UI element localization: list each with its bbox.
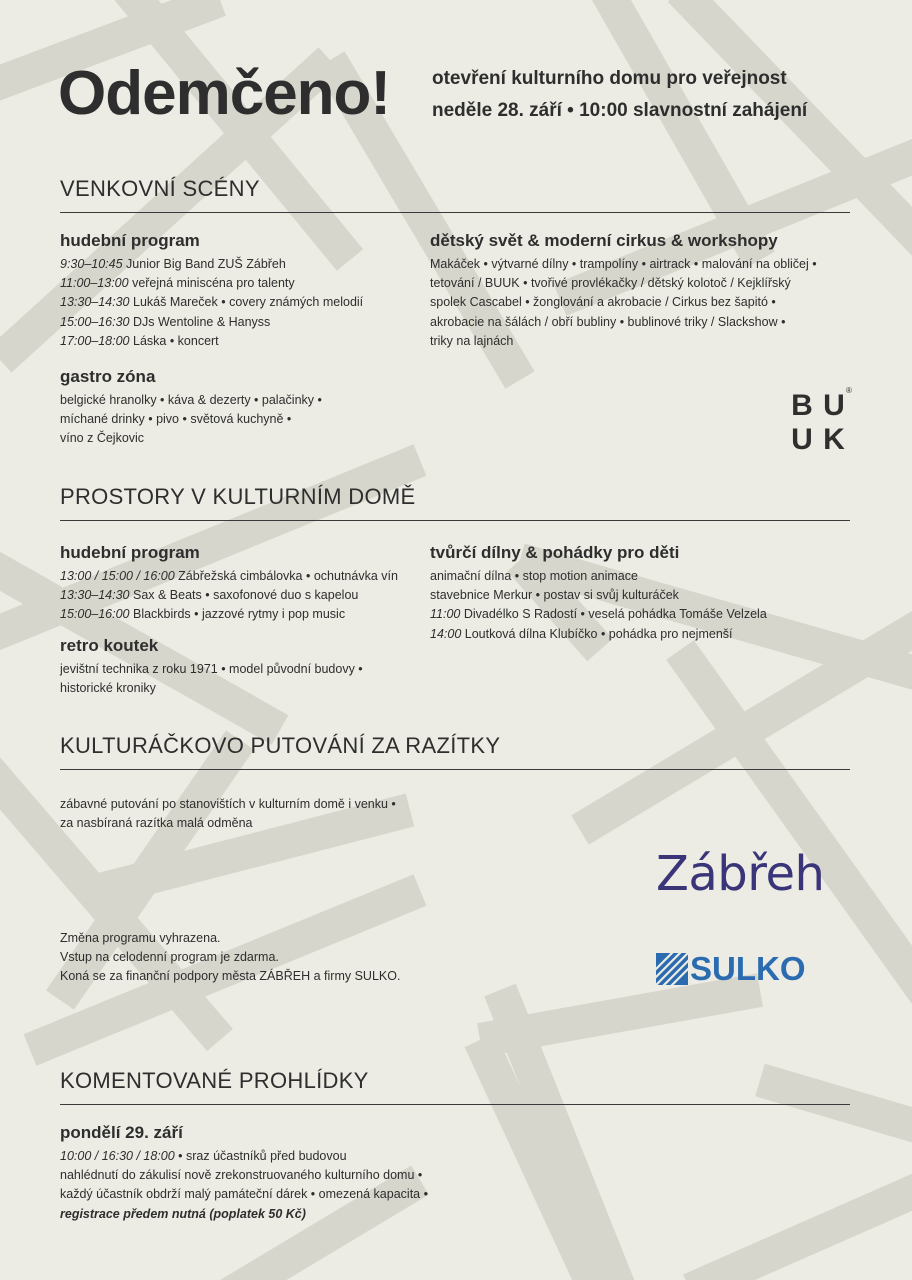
text-line: animační dílna • stop motion animace (430, 569, 638, 583)
program-item: 14:00 Loutková dílna Klubíčko • pohádka pro nejmenší (430, 626, 733, 641)
kids-block (430, 231, 817, 351)
subtitle-opening: otevření kulturního domu pro veřejnost (432, 68, 787, 89)
sulko-stripes-icon (656, 953, 688, 985)
block-title: pondělí 29. září (60, 1123, 183, 1142)
text-line: belgické hranolky • káva & dezerty • palačinky • (60, 393, 322, 407)
section-heading: KOMENTOVANÉ PROHLÍDKY (60, 1068, 850, 1105)
retro-block (60, 636, 363, 698)
section-indoor (60, 484, 850, 521)
text-line: stavebnice Merkur • postav si svůj kulturáček (430, 588, 679, 603)
text-line: zábavné putování po stanovištích v kulturním domě i venku • (60, 797, 396, 811)
tours-block (60, 1123, 428, 1224)
program-item: 11:00 Divadélko S Radostí • veselá pohádka Tomáše Velzela (430, 607, 767, 622)
program-item: 13:30–14:30 Sax & Beats • saxofonové duo s kapelou (60, 588, 359, 603)
text-line: triky na lajnách (430, 333, 514, 348)
text-line: spolek Cascabel • žonglování a akrobacie / Cirkus bez šapitó • (430, 295, 776, 310)
stamps-block (60, 795, 396, 833)
subtitle-date: neděle 28. září • 10:00 slavnostní zahájení (432, 100, 808, 121)
program-item: 9:30–10:45 Junior Big Band ZUŠ Zábřeh (60, 257, 286, 271)
section-heading: KULTURÁČKOVO PUTOVÁNÍ ZA RAZÍTKY (60, 733, 850, 770)
notes-block (60, 929, 400, 987)
page-title: Odemčeno! (58, 59, 391, 128)
program-item: 10:00 / 16:30 / 18:00 • sraz účastníků před budovou (60, 1149, 347, 1163)
program-item: 17:00–18:00 Láska • koncert (60, 333, 219, 348)
program-item: 15:00–16:30 DJs Wentoline & Hanyss (60, 314, 271, 329)
outdoor-music-block (60, 231, 363, 351)
buuk-logo: B U U K ® (791, 386, 852, 456)
program-item: 11:00–13:00 veřejná miniscéna pro talenty (60, 276, 295, 291)
zabreh-logo: Zábřeh (656, 846, 825, 902)
block-title: tvůrčí dílny & pohádky pro děti (430, 543, 680, 562)
block-title: hudební program (60, 543, 200, 562)
sulko-logo: SULKO (656, 950, 806, 984)
section-tours (60, 1068, 850, 1105)
text-line: Koná se za finanční podpory města ZÁBŘEH a firmy SULKO. (60, 969, 401, 984)
workshops-block (430, 543, 767, 644)
section-outdoor (60, 176, 850, 213)
program-item: 13:30–14:30 Lukáš Mareček • covery známých melodií (60, 295, 364, 310)
program-item: 15:00–16:00 Blackbirds • jazzové rytmy i pop music (60, 607, 346, 622)
indoor-music-block (60, 543, 398, 625)
block-title: hudební program (60, 231, 200, 250)
registration-note: registrace předem nutná (poplatek 50 Kč) (60, 1206, 306, 1221)
block-title: gastro zóna (60, 367, 156, 386)
text-line: za nasbíraná razítka malá odměna (60, 816, 253, 831)
text-line: Makáček • výtvarné dílny • trampolíny • airtrack • malování na obličej • (430, 257, 817, 271)
section-heading: PROSTORY V KULTURNÍM DOMĚ (60, 484, 850, 521)
text-line: míchané drinky • pivo • světová kuchyně • (60, 412, 292, 427)
text-line: jevištní technika z roku 1971 • model původní budovy • (60, 662, 363, 676)
text-line: akrobacie na šálách / obří bubliny • bublinové triky / Slackshow • (430, 314, 786, 329)
text-line: víno z Čejkovic (60, 431, 145, 446)
text-line: tetování / BUUK • tvořivé provlékačky / dětský kolotoč / Kejklířský (430, 276, 791, 291)
section-stamps (60, 733, 850, 770)
section-heading: VENKOVNÍ SCÉNY (60, 176, 850, 213)
gastro-block (60, 367, 322, 449)
text-line: historické kroniky (60, 681, 156, 696)
text-line: nahlédnutí do zákulisí nově zrekonstruovaného kulturního domu • (60, 1168, 423, 1183)
text-line: Vstup na celodenní program je zdarma. (60, 950, 279, 965)
text-line: každý účastník obdrží malý památeční dárek • omezená kapacita • (60, 1187, 428, 1202)
block-title: retro koutek (60, 636, 159, 655)
text-line: Změna programu vyhrazena. (60, 931, 221, 945)
program-item: 13:00 / 15:00 / 16:00 Zábřežská cimbálovka • ochutnávka vín (60, 569, 398, 583)
block-title: dětský svět & moderní cirkus & workshopy (430, 231, 778, 250)
